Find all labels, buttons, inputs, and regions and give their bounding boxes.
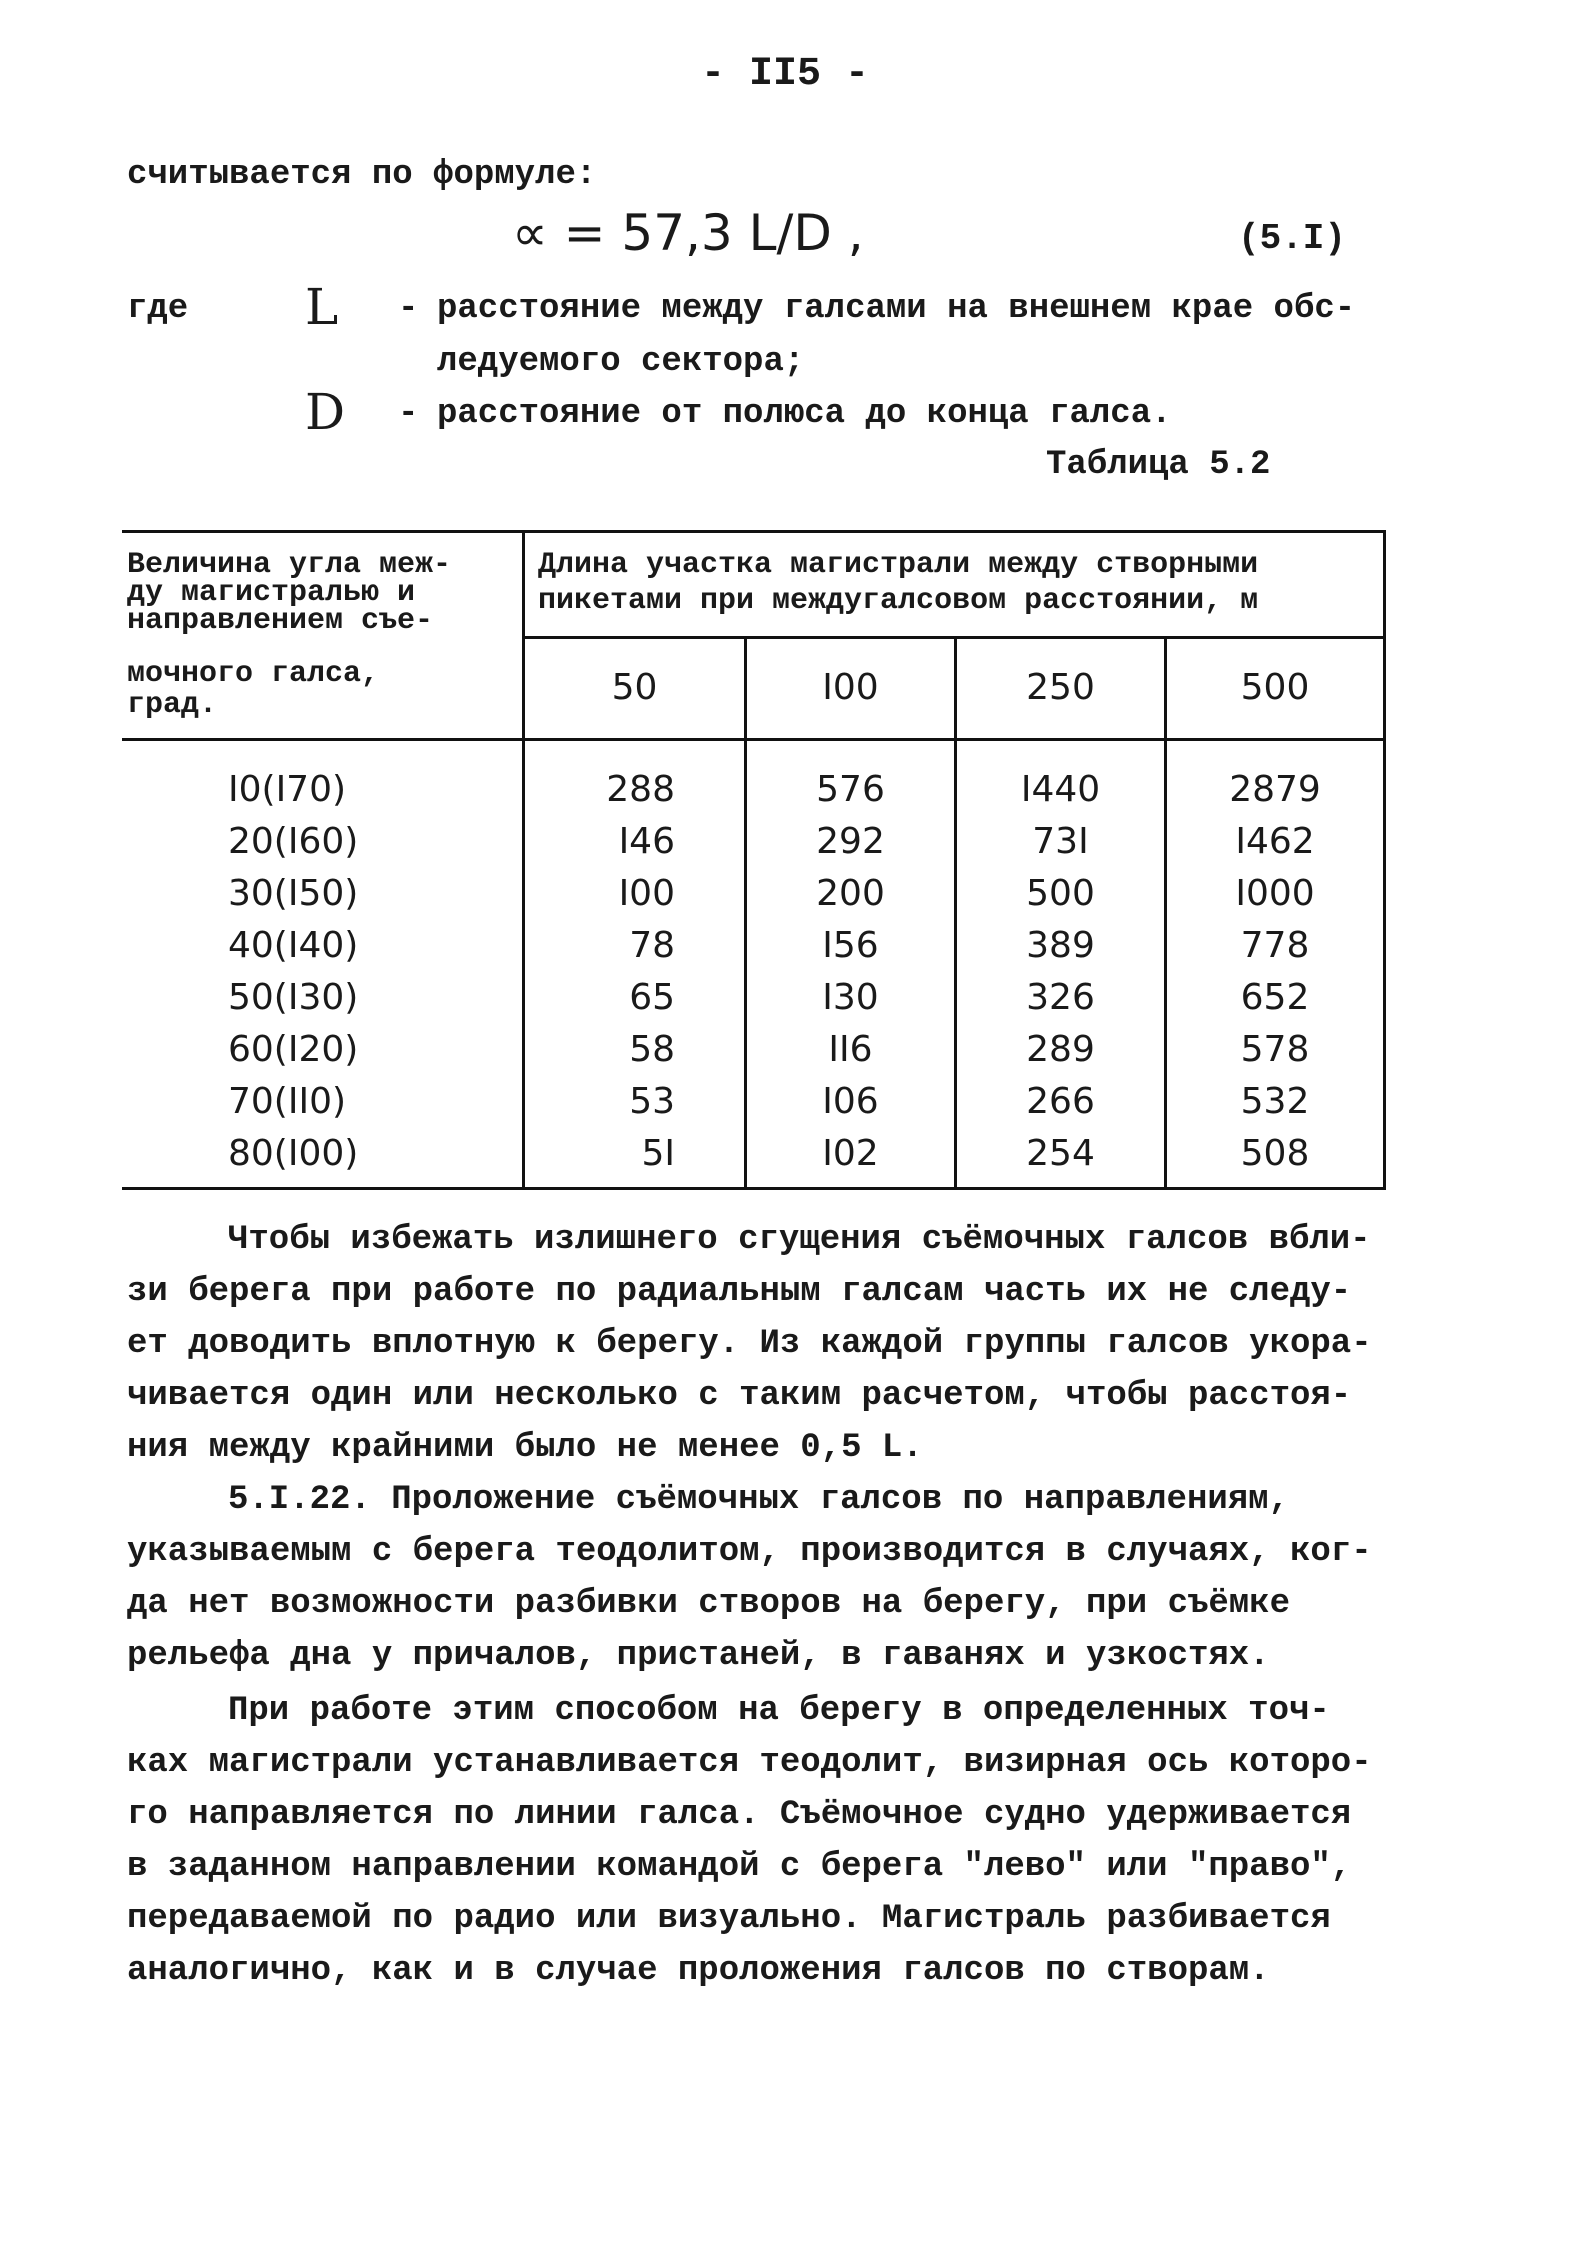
table-header-right-line: пикетами при междугалсовом расстоянии, м (538, 584, 1259, 618)
table-divider-left (522, 530, 525, 1190)
definition-dash: - (398, 395, 419, 433)
paragraph-line: ния между крайними было не менее 0,5 L. (127, 1429, 923, 1467)
table-cell: I000 (1235, 873, 1315, 914)
paragraph-line: рельефа дна у причалов, пристаней, в гаванях и узкостях. (127, 1637, 1270, 1675)
table-cell: I462 (1235, 821, 1315, 862)
table-cell: 288 (606, 769, 675, 810)
table-cell: 508 (1240, 1133, 1310, 1174)
definition-symbol-d: D (305, 383, 346, 441)
paragraph-line: в заданном направлении командой с берега "лево" или "право", (127, 1848, 1352, 1886)
table-cell: 266 (1026, 1081, 1095, 1122)
table-cell: 254 (1026, 1133, 1095, 1174)
table-cell: 652 (1240, 977, 1310, 1018)
table-header-right-line: Длина участка магистрали между створными (538, 548, 1259, 582)
equation-number: (5.I) (1238, 218, 1347, 259)
definition-symbol-l: L (305, 278, 339, 336)
table-cell: 500 (1026, 873, 1095, 914)
row-angle: 50(I30) (228, 977, 359, 1018)
table-cell: 778 (1240, 925, 1310, 966)
table-cell: 53 (629, 1081, 675, 1122)
definition-text-line: расстояние между галсами на внешнем крае обс- (437, 290, 1356, 328)
paragraph-line: 5.I.22. Проложение съёмочных галсов по направлениям, (228, 1481, 1289, 1519)
table-divider-right (1383, 530, 1386, 1190)
table-cell: 532 (1240, 1081, 1310, 1122)
table-caption: Таблица 5.2 (1046, 446, 1271, 484)
row-angle: 40(I40) (228, 925, 359, 966)
table-cell: I46 (618, 821, 675, 862)
table-cell: 289 (1026, 1029, 1095, 1070)
row-angle: 60(I20) (228, 1029, 359, 1070)
table-cell: 576 (816, 769, 885, 810)
definition-text-line: расстояние от полюса до конца галса. (437, 395, 1172, 433)
column-header: 500 (1240, 667, 1310, 708)
table-header-left-line: Величина угла меж- (127, 548, 452, 582)
table-cell: 5I (641, 1133, 675, 1174)
column-header: I00 (822, 667, 879, 708)
paragraph-line: указываемым с берега теодолитом, производится в случаях, ког- (127, 1533, 1372, 1571)
paragraph-line: зи берега при работе по радиальным галсам часть их не следу- (127, 1273, 1352, 1311)
table-cell: I06 (822, 1081, 879, 1122)
paragraph-line: передаваемой по радио или визуально. Магистраль разбивается (127, 1900, 1331, 1938)
paragraph-line: ках магистрали устанавливается теодолит, визирная ось которо- (127, 1744, 1372, 1782)
column-header: 50 (611, 667, 658, 708)
paragraph-line: чивается один или несколько с таким расчетом, чтобы расстоя- (127, 1377, 1352, 1415)
definition-dash: - (398, 290, 419, 328)
table-cell: 326 (1026, 977, 1095, 1018)
paragraph-line: Чтобы избежать излишнего сгущения съёмочных галсов вбли- (228, 1221, 1371, 1259)
table-cell: II6 (828, 1029, 873, 1070)
paragraph-line: аналогично, как и в случае проложения галсов по створам. (127, 1952, 1270, 1990)
table-cell: I02 (822, 1133, 879, 1174)
where-word: где (127, 290, 189, 328)
table-top-rule (122, 530, 1385, 533)
table-cell: I440 (1020, 769, 1101, 810)
table-cell: 200 (816, 873, 885, 914)
table-cell: 58 (629, 1029, 675, 1070)
table-header-left-line: направлением съе- (127, 604, 434, 638)
formula: ∝ = 57,3 L/D , (512, 204, 864, 262)
paragraph-line: го направляется по линии галса. Съёмочное судно удерживается (127, 1796, 1352, 1834)
row-angle: I0(I70) (228, 769, 347, 810)
table-cell: 73I (1032, 821, 1089, 862)
table-cell: 578 (1240, 1029, 1310, 1070)
table-cell: I56 (822, 925, 879, 966)
table-cell: 65 (629, 977, 675, 1018)
table-bottom-rule (122, 1187, 1385, 1190)
paragraph-line: ет доводить вплотную к берегу. Из каждой группы галсов укора- (127, 1325, 1372, 1363)
table-cell: 2879 (1229, 769, 1321, 810)
paragraph-line: При работе этим способом на берегу в определенных точ- (228, 1692, 1330, 1730)
table-cell: 292 (816, 821, 885, 862)
table-cell: 389 (1026, 925, 1095, 966)
definition-text-line: ледуемого сектора; (437, 343, 805, 381)
paragraph-line: да нет возможности разбивки створов на берегу, при съёмке (127, 1585, 1290, 1623)
table-cell: 78 (629, 925, 675, 966)
column-header: 250 (1026, 667, 1095, 708)
table-cell: I30 (822, 977, 879, 1018)
row-angle: 20(I60) (228, 821, 359, 862)
formula-lead-text: считывается по формуле: (127, 156, 597, 194)
table-header-left-line: мочного галса, (127, 657, 380, 691)
table-cell: I00 (618, 873, 675, 914)
table-header-bottom-rule (122, 738, 1385, 741)
page-number: - II5 - (700, 52, 870, 97)
row-angle: 30(I50) (228, 873, 359, 914)
row-angle: 80(I00) (228, 1133, 359, 1174)
table-header-left-line: ду магистралью и (127, 576, 416, 610)
table-header-left-line: град. (127, 688, 218, 722)
row-angle: 70(II0) (228, 1081, 347, 1122)
